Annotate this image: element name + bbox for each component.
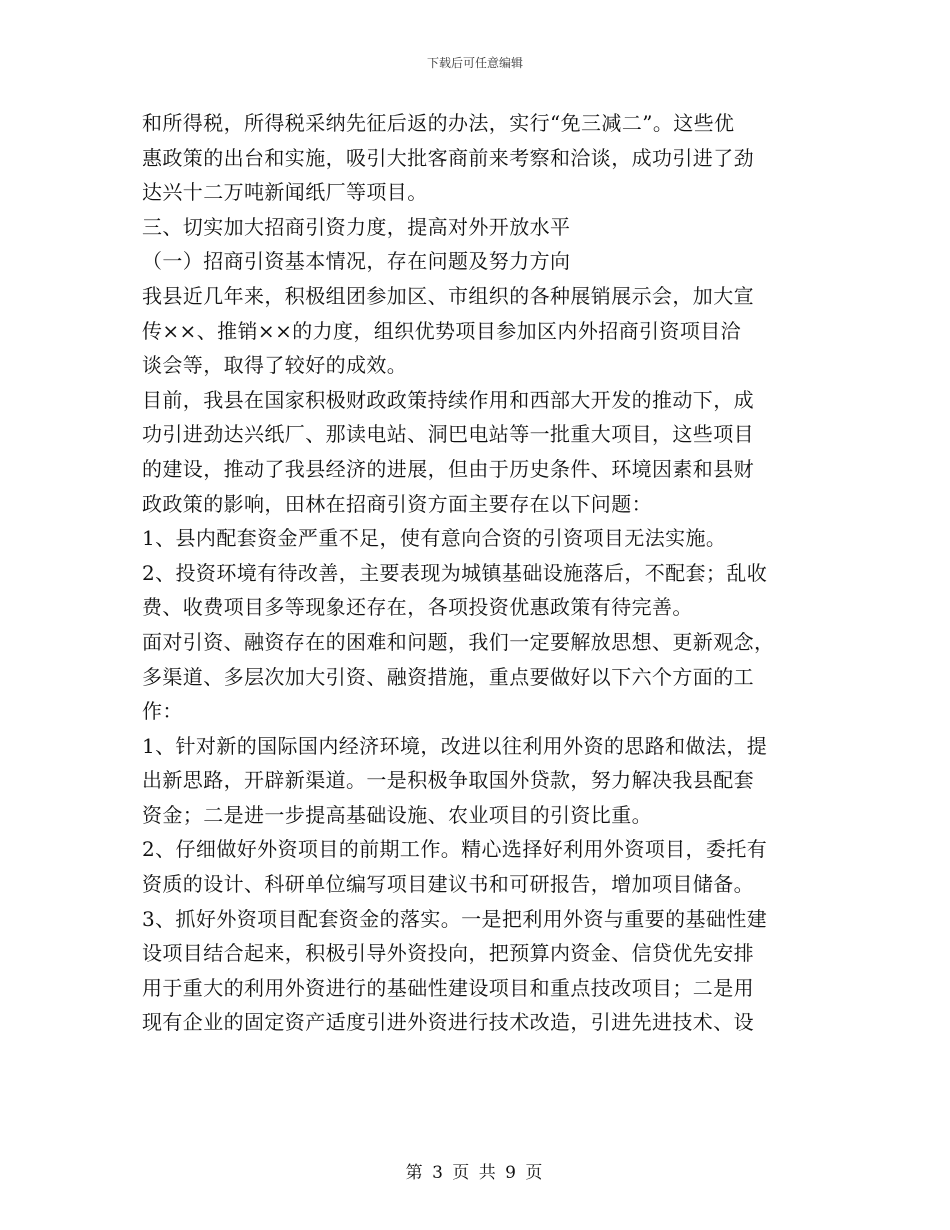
text-line: 和所得税，所得税采纳先征后返的办法，实行“免三减二”。这些优 (142, 111, 735, 135)
text-line: 出新思路，开辟新渠道。一是积极争取国外贷款，努力解决我县配套 (142, 768, 754, 793)
text-line: 现有企业的固定资产适度引进外资进行技术改造，引进先进技术、设 (142, 1010, 754, 1035)
text-line: 目前，我县在国家积极财政政策持续作用和西部大开发的推动下，成 (142, 387, 754, 412)
subsection-heading: （一）招商引资基本情况，存在问题及努力方向 (142, 249, 571, 274)
text-line: 惠政策的出台和实施，吸引大批客商前来考察和洽谈，成功引进了劲 (142, 145, 754, 170)
document-body (142, 106, 814, 1040)
text-line: 我县近几年来，积极组团参加区、市组织的各种展销展示会，加大宣 (142, 283, 754, 308)
text-line: 政政策的影响，田林在招商引资方面主要存在以下问题： (142, 491, 652, 516)
page-header: 下载后可任意编辑 (426, 56, 523, 70)
text-line: 作： (142, 699, 183, 724)
list-item: 2、仔细做好外资项目的前期工作。精心选择好利用外资项目，委托有 (142, 837, 768, 862)
text-line: 达兴十二万吨新闻纸厂等项目。 (142, 180, 428, 205)
text-line: 功引进劲达兴纸厂、那读电站、洞巴电站等一批重大项目，这些项目 (142, 422, 754, 447)
text-line: 资金；二是进一步提高基础设施、农业项目的引资比重。 (142, 802, 652, 827)
text-line: 用于重大的利用外资进行的基础性建设项目和重点技改项目；二是用 (142, 975, 754, 1000)
list-item: 1、县内配套资金严重不足，使有意向合资的引资项目无法实施。 (142, 526, 727, 551)
text-line: 多渠道、多层次加大引资、融资措施，重点要做好以下六个方面的工 (142, 664, 754, 689)
text-line: 传××、推销××的力度，组织优势项目参加区内外招商引资项目洽 (142, 318, 742, 343)
text-line: 设项目结合起来，积极引导外资投向，把预算内资金、信贷优先安排 (142, 941, 754, 966)
text-line: 谈会等，取得了较好的成效。 (142, 353, 408, 378)
section-heading: 三、切实加大招商引资力度，提高对外开放水平 (142, 214, 571, 239)
text-line: 面对引资、融资存在的困难和问题，我们一定要解放思想、更新观念， (142, 629, 775, 654)
page-number: 第 3 页 共 9 页 (405, 1163, 545, 1183)
text-line: 资质的设计、科研单位编写项目建议书和可研报告，增加项目储备。 (142, 872, 754, 897)
text-line: 费、收费项目多等现象还存在，各项投资优惠政策有待完善。 (142, 595, 693, 620)
list-item: 3、抓好外资项目配套资金的落实。一是把利用外资与重要的基础性建 (142, 906, 768, 931)
list-item: 1、针对新的国际国内经济环境，改进以往利用外资的思路和做法，提 (142, 733, 768, 758)
list-item: 2、投资环境有待改善，主要表现为城镇基础设施落后，不配套；乱收 (142, 560, 768, 585)
text-line: 的建设，推动了我县经济的进展，但由于历史条件、环境因素和县财 (142, 456, 754, 481)
